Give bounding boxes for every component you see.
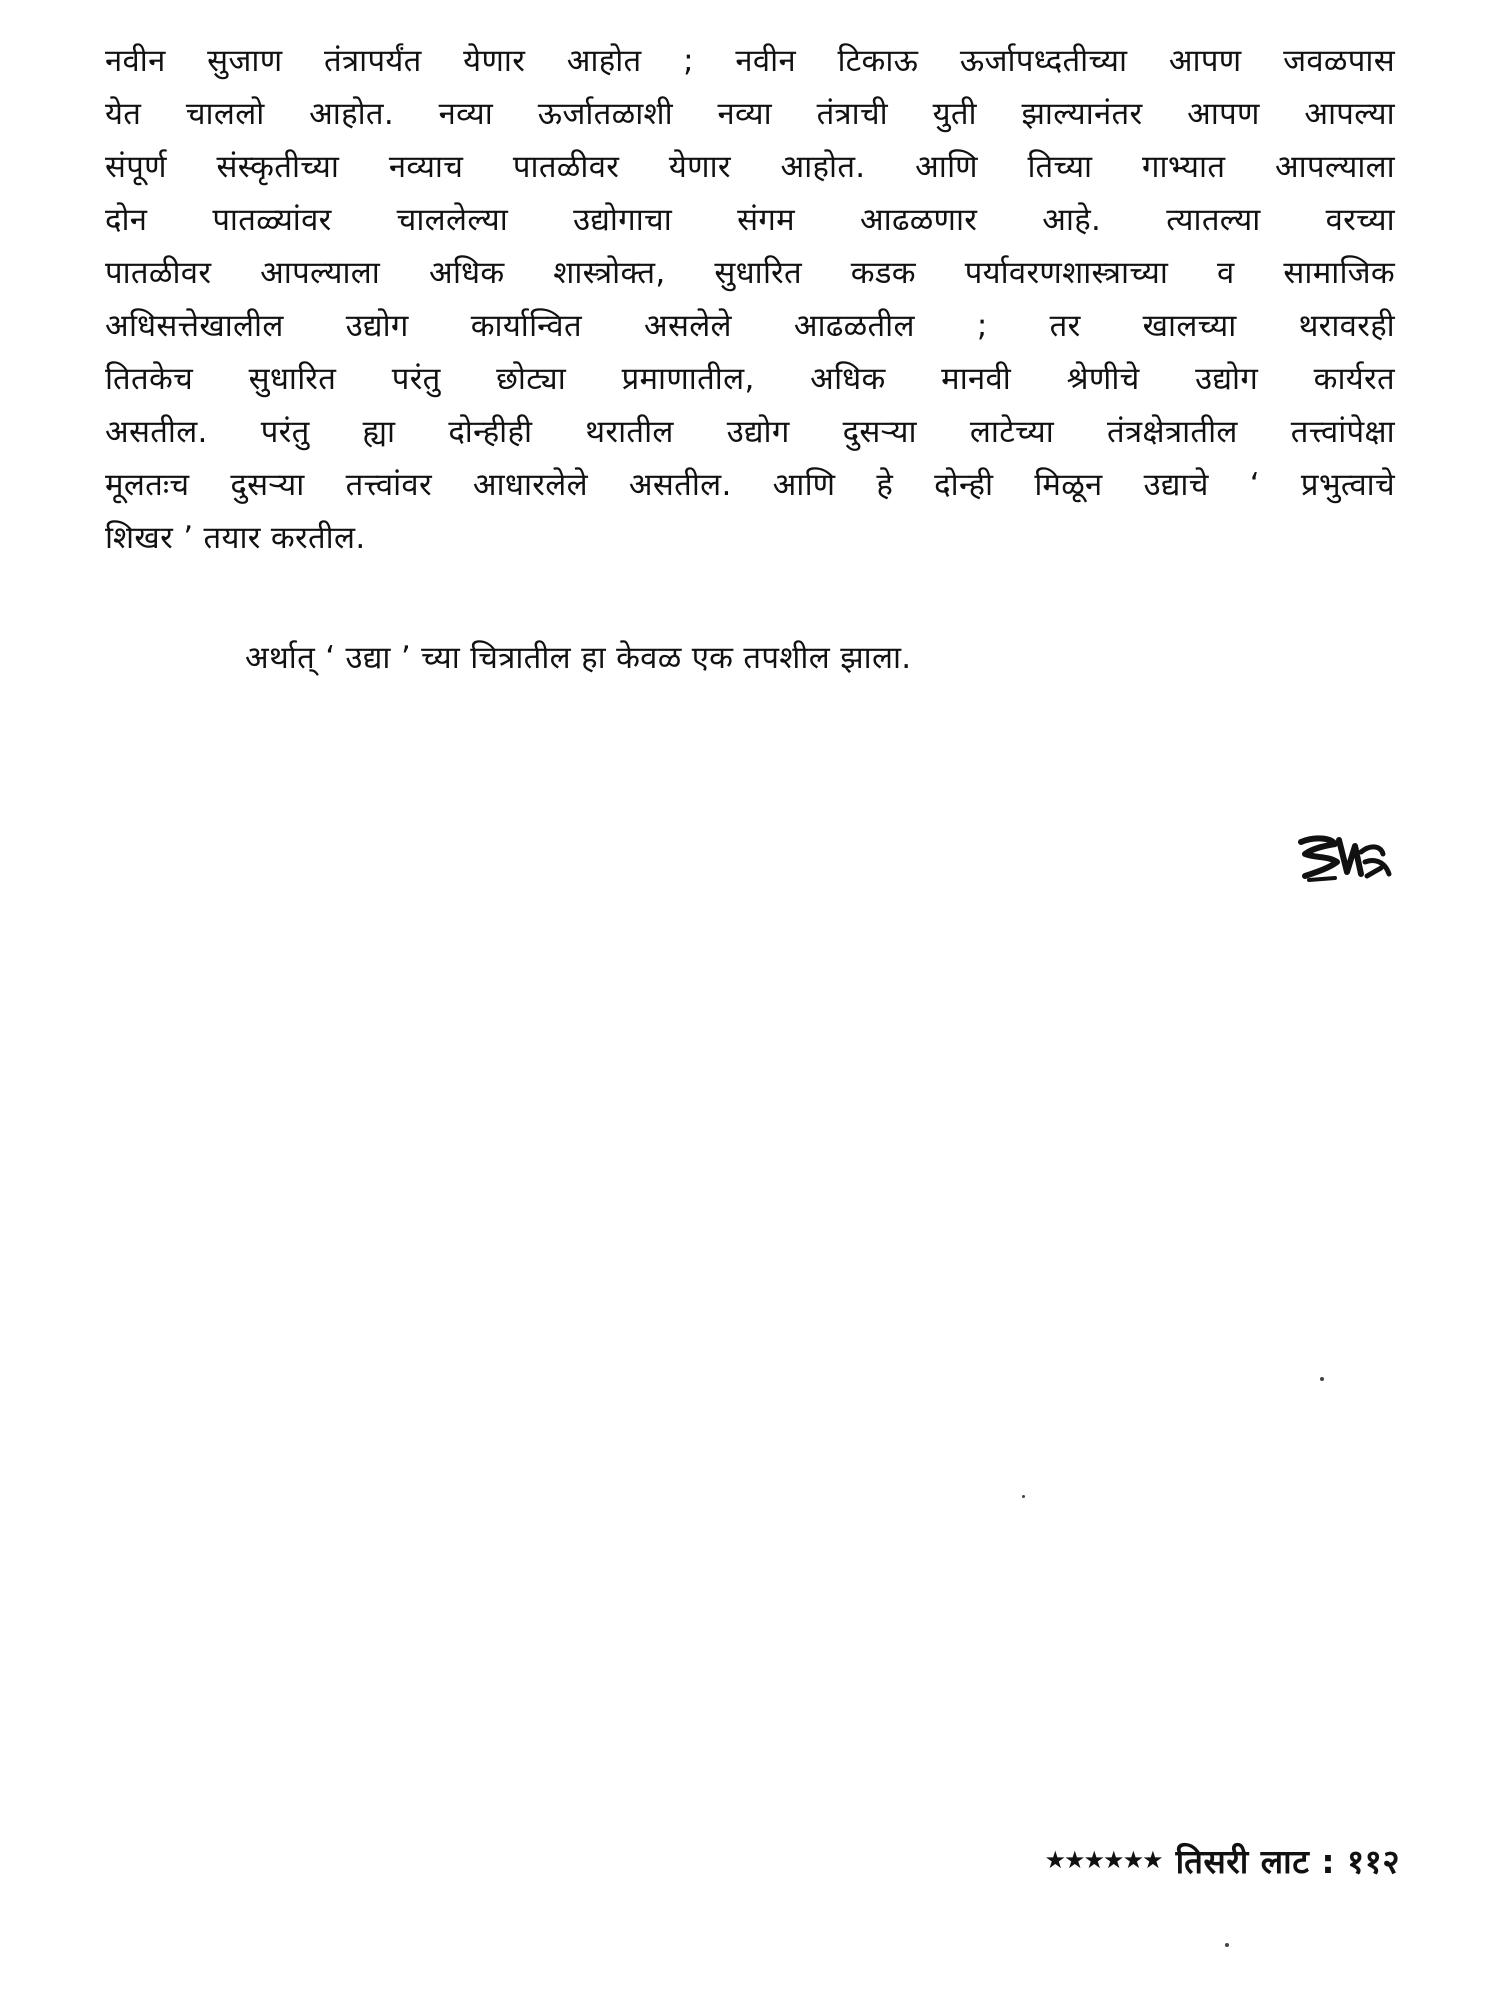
running-head-page-number: तिसरी लाट : ११२ — [1175, 1841, 1400, 1881]
page-footer — [960, 1835, 1400, 1885]
summary-line: अर्थात् ‘ उद्या ’ च्या चित्रातील हा केवळ एक तपशील झाला. — [245, 640, 912, 676]
paragraph-line: दोन पातळ्यांवर चाललेल्या उद्योगाचा संगम आढळणार आहे. त्यातल्या वरच्या — [105, 202, 1395, 238]
star-ornament-icon: ★★★★★★ — [1044, 1846, 1162, 1874]
paragraph-line: तितकेच सुधारित परंतु छोट्या प्रमाणातील, अधिक मानवी श्रेणीचे उद्योग कार्यरत — [105, 361, 1395, 397]
paragraph-line: नवीन सुजाण तंत्रापर्यंत येणार आहोत ; नवीन टिकाऊ ऊर्जापध्दतीच्या आपण जवळपास — [105, 43, 1395, 79]
paragraph-line: मूलतःच दुसऱ्या तत्त्वांवर आधारलेले असतील. आणि हे दोन्ही मिळून उद्याचे ‘ प्रभुत्वाचे — [105, 467, 1395, 503]
handwritten-signature-icon — [1295, 832, 1395, 888]
paragraph-line: अधिसत्तेखालील उद्योग कार्यान्वित असलेले आढळतील ; तर खालच्या थरावरही — [105, 308, 1395, 344]
paragraph-line: संपूर्ण संस्कृतीच्या नव्याच पातळीवर येणार आहोत. आणि तिच्या गाभ्यात आपल्याला — [105, 149, 1395, 185]
paragraph-line: येत चाललो आहोत. नव्या ऊर्जातळाशी नव्या तंत्राची युती झाल्यानंतर आपण आपल्या — [105, 96, 1395, 132]
scan-speck — [1225, 1943, 1229, 1947]
scan-speck — [1320, 1377, 1324, 1381]
paragraph-line: शिखर ’ तयार करतील. — [105, 520, 366, 556]
paragraph-line: पातळीवर आपल्याला अधिक शास्त्रोक्त, सुधारित कडक पर्यावरणशास्त्राच्या व सामाजिक — [105, 255, 1395, 291]
scan-speck — [1022, 1495, 1025, 1498]
body-paragraph — [105, 35, 1395, 565]
paragraph-line: असतील. परंतु ह्या दोन्हीही थरातील उद्योग दुसऱ्या लाटेच्या तंत्रक्षेत्रातील तत्त्वांपेक्षा — [105, 414, 1395, 450]
